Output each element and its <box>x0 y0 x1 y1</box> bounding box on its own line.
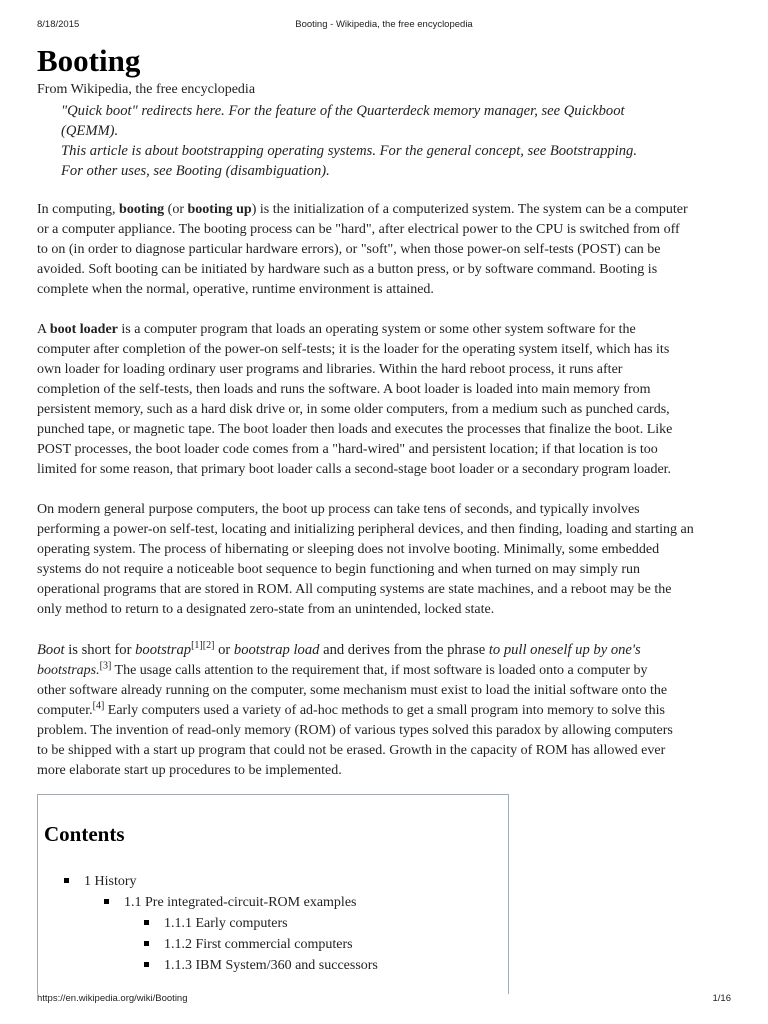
print-date: 8/18/2015 <box>37 19 80 30</box>
print-page-number: 1/16 <box>712 993 731 1004</box>
etymology-line-1 <box>37 642 641 658</box>
paragraph-line: persistent memory, such as a hard disk drive or, in some older computers, from a medium such as punched cards, <box>37 402 670 417</box>
paragraph-text: A <box>37 322 50 337</box>
toc-item-early-computers[interactable] <box>144 913 378 934</box>
paragraph-line: computer after completion of the power-on self-tests; it is the loader for the operating system itself, which has its <box>37 342 670 357</box>
bold-term: booting up <box>187 202 252 217</box>
page-title: Booting <box>37 43 141 78</box>
paragraph-line: or a computer appliance. The booting process can be "hard", after electrical power to the CPU is switched from off <box>37 222 680 237</box>
paragraph-text: (or <box>164 202 188 217</box>
paragraph-text: is a computer program that loads an operating system or some other system software for the <box>117 322 636 337</box>
paragraph-line: operating system. The process of hibernating or sleeping does not involve booting. Minimally, some embedded <box>37 542 660 557</box>
table-of-contents <box>37 794 509 994</box>
citation-link[interactable]: [2] <box>202 640 215 652</box>
paragraph-line: only method to return to a designated zero-state from an unintended, locked state. <box>37 602 495 617</box>
hatnote-line: For other uses, see Booting (disambiguation). <box>61 163 330 179</box>
paragraph-line: operational programs that are stored in ROM. All computing systems are state machines, and a reboot may be the <box>37 582 672 597</box>
paragraph-line: punched tape, or magnetic tape. The boot loader then loads and executes the processes that finalize the boot. Like <box>37 422 673 437</box>
toc-item-label[interactable]: 1.1.1 Early computers <box>164 916 288 931</box>
toc-item-label[interactable]: 1 History <box>84 874 137 889</box>
toc-item-history[interactable] <box>64 871 378 976</box>
paragraph-text: ) is the initialization of a computerized system. The system can be a computer <box>251 202 688 217</box>
italic-term: bootstrap <box>135 642 192 658</box>
toc-item-label[interactable]: 1.1 Pre integrated-circuit-ROM examples <box>124 895 357 910</box>
bullet-icon <box>104 899 109 904</box>
bullet-icon <box>144 920 149 925</box>
hatnotes <box>61 101 734 181</box>
toc-item-first-commercial[interactable] <box>144 934 378 955</box>
paragraph-text: The usage calls attention to the requirement that, if most software is loaded onto a computer by <box>111 663 648 678</box>
paragraph-line: On modern general purpose computers, the boot up process can take tens of seconds, and typically involves <box>37 502 640 517</box>
print-page-title: Booting - Wikipedia, the free encyclopedia <box>295 19 473 30</box>
paragraph-text: and derives from the phrase <box>319 642 489 658</box>
paragraph-intro <box>37 200 734 300</box>
italic-term: Boot <box>37 642 65 658</box>
paragraph-text: computer. <box>37 703 93 718</box>
site-tagline: From Wikipedia, the free encyclopedia <box>37 82 256 97</box>
toc-sublist <box>144 913 378 976</box>
hatnote-line: (QEMM). <box>61 123 119 139</box>
paragraph-line: systems do not require a noticeable boot sequence to begin functioning and when turned on may simply run <box>37 562 641 577</box>
toc-item-label[interactable]: 1.1.3 IBM System/360 and successors <box>164 958 378 973</box>
paragraph-etymology <box>37 640 734 781</box>
bullet-icon <box>144 941 149 946</box>
paragraph-line: more elaborate start up procedures to be implemented. <box>37 763 342 778</box>
paragraph-boot-loader <box>37 320 734 480</box>
paragraph-modern-computers <box>37 500 734 620</box>
citation-link[interactable]: [4] <box>92 700 105 712</box>
paragraph-line: complete when the normal, operative, runtime environment is attained. <box>37 282 434 297</box>
article-content <box>37 42 734 781</box>
paragraph-text: or <box>214 642 234 658</box>
bullet-icon <box>144 962 149 967</box>
italic-term: bootstrap load <box>233 642 320 658</box>
print-url: https://en.wikipedia.org/wiki/Booting <box>37 993 188 1004</box>
toc-title: Contents <box>44 822 125 846</box>
print-footer <box>37 993 731 1007</box>
bold-term: booting <box>119 202 165 217</box>
paragraph-line: POST processes, the boot loader code comes from a "hard-wired" and persistent location; if that location is too <box>37 442 658 457</box>
toc-item-ibm-360[interactable] <box>144 955 378 976</box>
italic-term: bootstraps. <box>37 663 100 678</box>
hatnote-line: "Quick boot" redirects here. For the feature of the Quarterdeck memory manager, see Quickboot <box>61 103 625 119</box>
toc-sublist <box>104 892 378 976</box>
citation-link[interactable]: [3] <box>99 660 112 672</box>
toc-item-label[interactable]: 1.1.2 First commercial computers <box>164 937 353 952</box>
citation-link[interactable]: [1] <box>191 640 203 652</box>
paragraph-line: performing a power-on self-test, locating and initializing peripheral devices, and then finding, loading and starting an <box>37 522 694 537</box>
bullet-icon <box>64 878 69 883</box>
paragraph-text: In computing, <box>37 202 120 217</box>
paragraph-line: own loader for loading ordinary user programs and libraries. Within the hard reboot process, it runs after <box>37 362 623 377</box>
paragraph-line: limited for some reason, that primary boot loader calls a second-stage boot loader or a secondary program loader. <box>37 462 672 477</box>
paragraph-text: Early computers used a variety of ad-hoc methods to get a small program into memory to solve this <box>104 703 665 718</box>
toc-item-pre-ic-rom[interactable] <box>104 892 378 976</box>
italic-term: to pull oneself up by one's <box>488 642 641 658</box>
print-header <box>37 19 731 33</box>
hatnote-line: This article is about bootstrapping operating systems. For the general concept, see Bootstrapping. <box>61 143 638 159</box>
paragraph-text: is short for <box>64 642 136 658</box>
paragraph-line: other software already running on the computer, some mechanism must exist to load the initial software onto the <box>37 683 668 698</box>
paragraph-line: to be shipped with a start up program that could not be erased. Growth in the capacity of ROM has allowed ever <box>37 743 666 758</box>
paragraph-line: problem. The invention of read-only memory (ROM) of various types solved this paradox by allowing computers <box>37 723 673 738</box>
toc-list <box>64 871 378 976</box>
paragraph-line: to on (in order to diagnose particular hardware errors), or "soft", when those power-on self-tests (POST) can be <box>37 242 661 257</box>
paragraph-line: avoided. Soft booting can be initiated by hardware such as a button press, or by software command. Booting is <box>37 262 658 277</box>
paragraph-line: completion of the self-tests, then loads and runs the software. A boot loader is loaded into main memory from <box>37 382 651 397</box>
bold-term: boot loader <box>49 322 118 337</box>
